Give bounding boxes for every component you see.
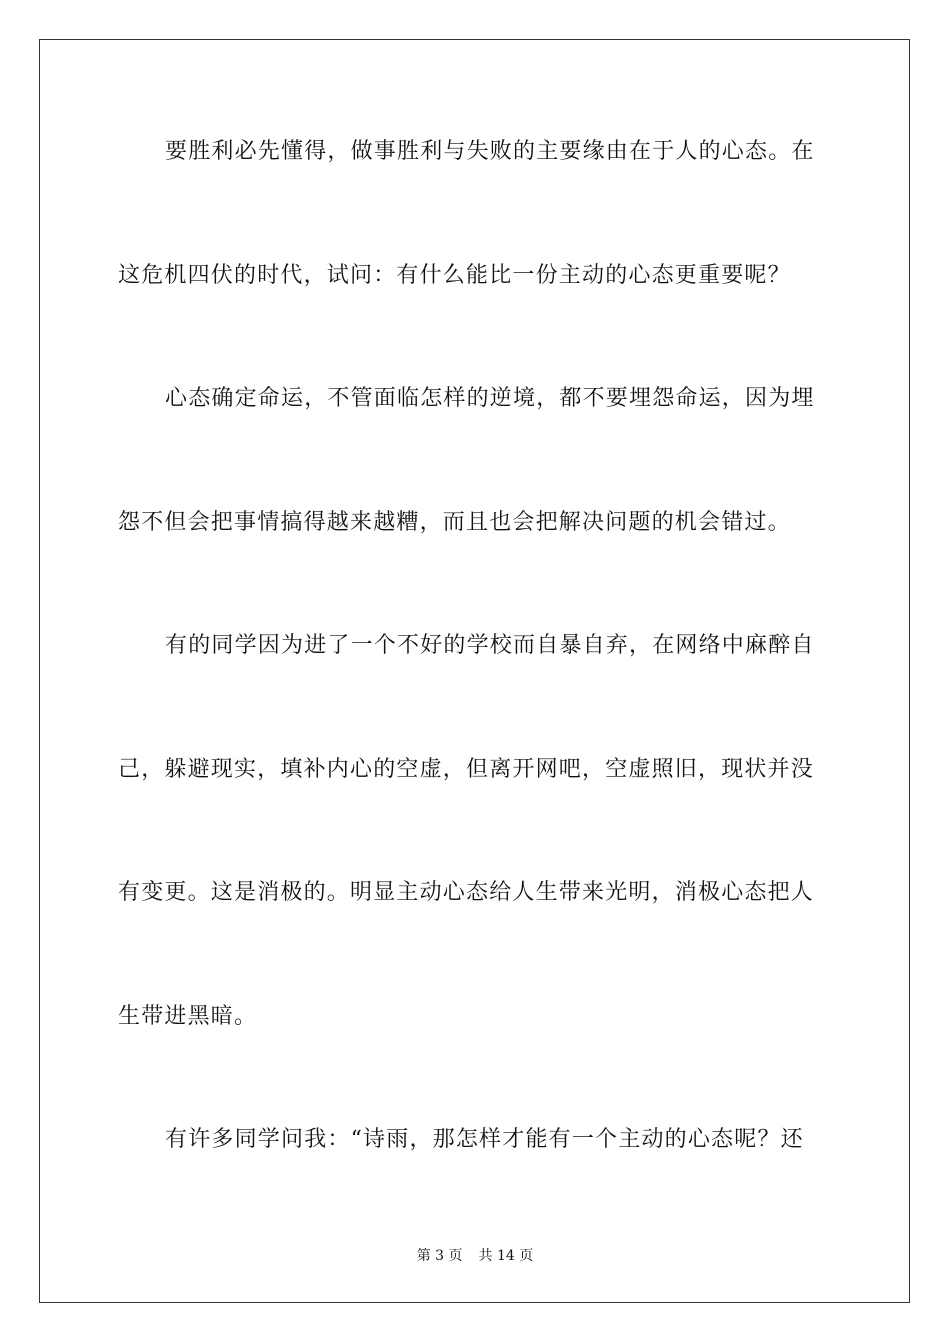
page-total: 共 14 页 <box>478 1248 534 1264</box>
paragraph-3-line-2: 己，躲避现实，填补内心的空虚，但离开网吧，空虚照旧，现状并没 <box>118 757 815 782</box>
paragraph-2-line-1: 心态确定命运，不管面临怎样的逆境，都不要埋怨命运，因为埋 <box>165 386 815 411</box>
paragraph-1-line-1: 要胜利必先懂得，做事胜利与失败的主要缘由在于人的心态。在 <box>165 139 815 164</box>
paragraph-4-line-1: 有许多同学问我：“诗雨，那怎样才能有一个主动的心态呢？还 <box>165 1127 804 1152</box>
page-border <box>39 39 910 1303</box>
paragraph-1-line-2: 这危机四伏的时代，试问：有什么能比一份主动的心态更重要呢？ <box>118 263 791 288</box>
paragraph-3-line-3: 有变更。这是消极的。明显主动心态给人生带来光明，消极心态把人 <box>118 880 815 905</box>
paragraph-2-line-2: 怨不但会把事情搞得越来越糟，而且也会把解决问题的机会错过。 <box>118 510 791 535</box>
page-number: 第 3 页 <box>416 1248 463 1264</box>
paragraph-3-line-1: 有的同学因为进了一个不好的学校而自暴自弃，在网络中麻醉自 <box>165 633 815 658</box>
paragraph-3-line-4: 生带进黑暗。 <box>118 1004 258 1029</box>
page-footer <box>0 1247 950 1265</box>
